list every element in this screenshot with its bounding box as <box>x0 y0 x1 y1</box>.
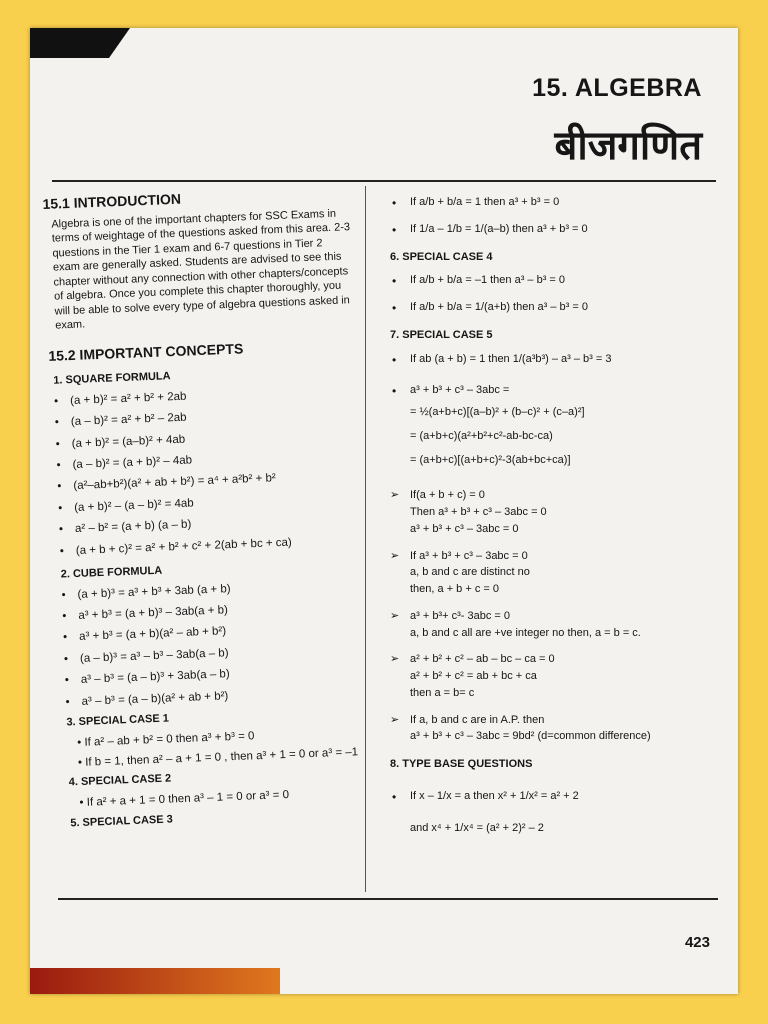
type-base-item <box>390 790 720 836</box>
special-case-4-item: • If a/b + b/a = 1/(a+b) then a³ – b³ = 0 <box>390 301 720 315</box>
type-base-line: and x⁴ + 1/x⁴ = (a² + 2)² – 2 <box>410 821 544 834</box>
arrow-line: Then a³ + b³ + c³ – 3abc = 0 <box>410 506 547 518</box>
chapter-title: 15. ALGEBRA <box>532 74 702 102</box>
bottom-rule <box>58 898 718 900</box>
formula-item: • (a – b)² = a² + b² – 2ab <box>53 404 366 430</box>
right-column <box>390 196 720 848</box>
formula-item: • (a + b)³ = a³ + b³ + 3ab (a + b) <box>59 576 372 602</box>
arrow-line: a, b and c are distinct no <box>410 566 530 579</box>
special-case-3-item: • If a/b + b/a = 1 then a³ + b³ = 0 <box>390 196 720 210</box>
cube-formula-heading: 2. CUBE FORMULA <box>60 564 163 581</box>
formula-item: • a³ + b³ = (a + b)³ – 3ab(a + b) <box>60 598 373 624</box>
special-case-2-line: • If a² + a + 1 = 0 then a³ – 1 = 0 or a³ = 0 <box>79 789 290 810</box>
special-case-3-item: • If 1/a – 1/b = 1/(a–b) then a³ + b³ = 0 <box>390 223 720 237</box>
special-case-4-heading: 6. SPECIAL CASE 4 <box>390 250 493 263</box>
type-base-line: • If x – 1/x = a then x² + 1/x² = a² + 2 <box>410 789 579 802</box>
formula-item: • (a + b + c)² = a² + b² + c² + 2(ab + bc + ca) <box>58 532 371 558</box>
arrow-line: a, b and c all are +ve integer no then, a = b = c. <box>410 626 641 639</box>
cube-formula-list <box>57 576 376 709</box>
formula-item: • (a – b)³ = a³ – b³ – 3ab(a – b) <box>62 640 375 666</box>
arrow-line: ➢ If a³ + b³ + c³ – 3abc = 0 <box>410 549 528 562</box>
corner-decoration <box>30 28 130 58</box>
square-formula-heading: 1. SQUARE FORMULA <box>53 370 171 387</box>
arrow-line: then, a + b + c = 0 <box>410 583 499 595</box>
special-case-2-heading: 4. SPECIAL CASE 2 <box>68 772 172 789</box>
arrow-item <box>390 714 720 745</box>
special-case-1-heading: 3. SPECIAL CASE 1 <box>66 712 170 729</box>
arrow-item <box>390 550 720 597</box>
cubic-identity <box>390 384 720 467</box>
bottom-color-strip <box>30 968 280 994</box>
identity-line: = ½(a+b+c)[(a–b)² + (b–c)² + (c–a)²] <box>410 406 585 418</box>
left-column <box>42 178 382 837</box>
book-page <box>30 28 738 994</box>
top-rule <box>52 180 716 182</box>
special-case-5-heading: 7. SPECIAL CASE 5 <box>390 328 493 341</box>
square-formula-list <box>50 383 371 559</box>
formula-item: • (a – b)² = (a + b)² – 4ab <box>54 447 367 473</box>
formula-item: • a³ – b³ = (a – b)(a² + ab + b²) <box>63 683 376 709</box>
concepts-heading: 15.2 IMPORTANT CONCEPTS <box>48 340 244 364</box>
formula-item: • a³ + b³ = (a + b)(a² – ab + b²) <box>61 619 374 645</box>
type-base-heading: 8. TYPE BASE QUESTIONS <box>390 758 533 770</box>
formula-item: • (a + b)² = a² + b² + 2ab <box>52 383 365 409</box>
special-case-5-item: • If ab (a + b) = 1 then 1/(a³b³) – a³ – b³ = 3 <box>390 353 720 367</box>
special-case-1-line: • If a² – ab + b² = 0 then a³ + b³ = 0 <box>77 729 255 749</box>
arrow-line: a³ + b³ + c³ – 3abc = 0 <box>410 522 519 535</box>
arrow-line: ➢ If a, b and c are in A.P. then <box>410 713 545 726</box>
formula-item: • a² – b² = (a + b) (a – b) <box>57 511 370 537</box>
intro-heading: 15.1 INTRODUCTION <box>42 190 182 212</box>
arrow-line: a² + b² + c² = ab + bc + ca <box>410 670 537 682</box>
arrow-item <box>390 610 720 641</box>
hindi-title: बीजगणित <box>554 123 702 169</box>
special-case-1-line: • If b = 1, then a² – a + 1 = 0 , then a³ + 1 = 0 or a³ = –1 <box>77 746 359 770</box>
formula-item: • a³ – b³ = (a – b)³ + 3ab(a – b) <box>63 662 376 688</box>
special-case-3-heading: 5. SPECIAL CASE 3 <box>70 812 173 829</box>
page-number: 423 <box>684 934 710 951</box>
arrow-line: ➢ If(a + b + c) = 0 <box>410 489 485 502</box>
arrow-item <box>390 489 720 536</box>
formula-item: • (a + b)² = (a–b)² + 4ab <box>54 425 367 451</box>
arrow-line: then a = b= c <box>410 686 475 699</box>
identity-line: • a³ + b³ + c³ – 3abc = <box>410 384 510 397</box>
arrow-line: ➢ a² + b² + c² – ab – bc – ca = 0 <box>410 653 555 666</box>
intro-paragraph: Algebra is one of the important chapters for SSC Exams in terms of weightage of the questions asked from this area. 2-3 questions in the Tier 1 exam and 6-7 questions in Tier 2 exam are generally asked. Students are advised to see this chapter without any connection with other chapters/concepts of algebra. Once you complete this chapter thoroughly, you will be able to solve every type of algebra questions asked in exam. <box>51 207 351 332</box>
formula-item: • (a + b)² – (a – b)² = 4ab <box>56 489 369 515</box>
identity-line: = (a+b+c)(a²+b²+c²-ab-bc-ca) <box>410 429 553 442</box>
arrow-line: a³ + b³ + c³ – 3abc = 9bd² (d=common difference) <box>410 730 651 743</box>
formula-item: • (a²–ab+b²)(a² + ab + b²) = a⁴ + a²b² + b² <box>55 468 368 494</box>
special-case-4-item: • If a/b + b/a = –1 then a³ – b³ = 0 <box>390 274 720 288</box>
arrow-line: ➢ a³ + b³+ c³- 3abc = 0 <box>410 609 510 622</box>
identity-line: = (a+b+c)[(a+b+c)²-3(ab+bc+ca)] <box>410 453 571 466</box>
arrow-item <box>390 653 720 700</box>
